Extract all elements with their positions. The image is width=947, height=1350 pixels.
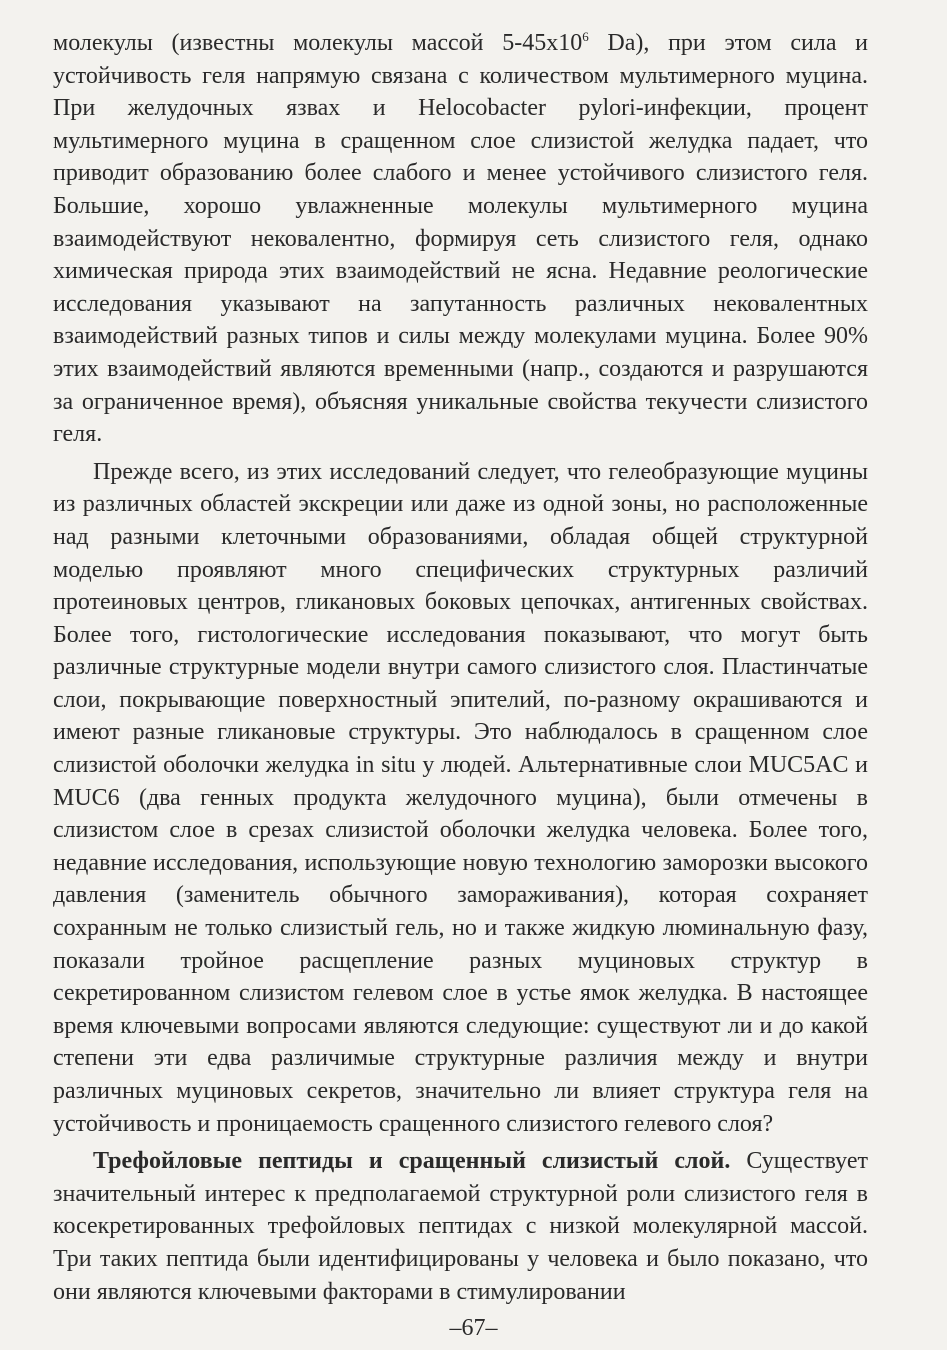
- paragraph-3: [53, 1145, 868, 1308]
- paragraph-2: Прежде всего, из этих исследований следует, что гелеобразующие муцины из различных областей экскреции или даже из одной зоны, но расположенные над разными клеточными образованиями, обладая общей структурной моделью проявляют много специфических структурных различий протеиновых центров, гликановых боковых цепочках, антигенных свойствах. Более того, гистологические исследования показывают, что могут быть различные структурные модели внутри самого слизистого слоя. Пластинчатые слои, покрывающие поверхностный эпителий, по-разному окрашиваются и имеют разные гликановые структуры. Это наблюдалось в сращенном слое слизистой оболочки желудка in situ у людей. Альтернативные слои MUC5AC и MUC6 (два генных продукта желудочного муцина), были отмечены в слизистом слое в срезах слизистой оболочки желудка человека. Более того, недавние исследования, использующие новую технологию заморозки высокого давления (заменитель обычного замораживания), которая сохраняет сохранным не только слизистый гель, но и также жидкую люминальную фазу, показали тройное расщепление разных муциновых структур в секретированном слизистом гелевом слое в устье ямок желудка. В настоящее время ключевыми вопросами являются следующие: существуют ли и до какой степени эти едва различимые структурные различия между и внутри различных муциновых секретов, значительно ли влияет структура геля на устойчивость и проницаемость сращенного слизистого гелевого слоя?: [53, 458, 868, 1137]
- page-body: [53, 27, 868, 1308]
- paragraph-1-text-start: молекулы (известны молекулы массой 5-45x10: [53, 30, 583, 56]
- paragraph-1-text-rest: Da), при этом сила и устойчивость геля напрямую связана с количеством мультимерного муцина. При желудочных язвах и Helocobacter pylori-инфекции, процент мультимерного муцина в сращенном слое слизистой желудка падает, что приводит образованию более слабого и менее устойчивого слизистого геля. Большие, хорошо увлажненные молекулы мультимерного муцина взаимодействуют нековалентно, формируя сеть слизистого геля, однако химическая природа этих взаимодействий не ясна. Недавние реологические исследования указывают на запутанность различных нековалентных взаимодействий разных типов и силы между молекулами муцина. Более 90% этих взаимодействий являются временными (напр., создаются и разрушаются за ограниченное время), объясняя уникальные свойства текучести слизистого геля.: [53, 30, 869, 448]
- exponent: 6: [582, 29, 589, 44]
- page-number: –67–: [449, 1315, 498, 1341]
- paragraph-3-text: Существует значительный интерес к предполагаемой структурной роли слизистого геля в косекретированных трефойловых пептидах с низкой молекулярной массой. Три таких пептида были идентифицированы у человека и было показано, что они являются ключевыми факторами в стимулировании: [53, 1148, 868, 1305]
- section-heading: Трефойловые пептиды и сращенный слизистый слой.: [93, 1148, 731, 1175]
- paragraph-1: [53, 27, 868, 451]
